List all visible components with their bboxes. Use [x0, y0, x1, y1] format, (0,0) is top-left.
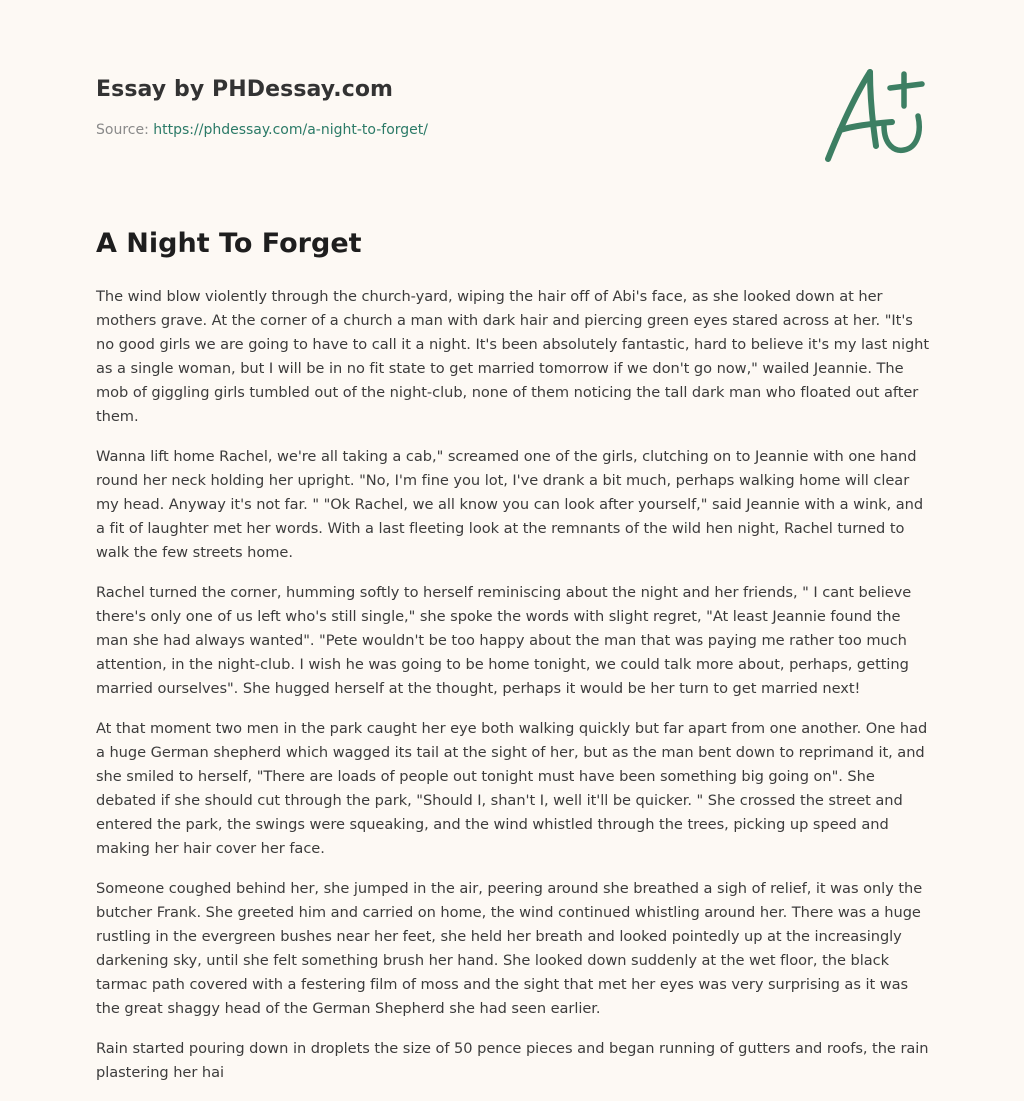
essay-title: A Night To Forget — [96, 228, 362, 259]
essay-paragraph: Someone coughed behind her, she jumped in the air, peering around she breathed a sigh of relief, it was only the butcher Frank. She greeted him and carried on home, the wind continued whistling around her. There was a huge rustling in the evergreen bushes near her feet, she held her breath and looked pointedly up at the increasingly darkening sky, until she felt something brush her hand. She looked down suddenly at the wet floor, the black tarmac path covered with a festering film of moss and the sight that met her eyes was very surprising as it was the great shaggy head of the German Shepherd she had seen earlier. — [96, 880, 923, 1017]
source-link[interactable]: https://phdessay.com/a-night-to-forget/ — [153, 122, 429, 138]
essay-paragraph: Rain started pouring down in droplets the size of 50 pence pieces and began running of gutters and roofs, the rain plastering her hai — [96, 1040, 929, 1081]
site-title: Essay by PHDessay.com — [96, 77, 394, 102]
a-plus-grade-icon — [818, 64, 932, 168]
page-header — [96, 76, 796, 140]
essay-body — [96, 285, 934, 1101]
essay-paragraph: Wanna lift home Rachel, we're all taking a cab," screamed one of the girls, clutching on to Jeannie with one hand round her neck holding her upright. "No, I'm fine you lot, I've drank a bit much, perhaps walking home will clear my head. Anyway it's not far. " "Ok Rachel, we all know you can look after yourself," said Jeannie with a wink, and a fit of laughter met her words. With a last fleeting look at the remnants of the wild hen night, Rachel turned to walk the few streets home. — [96, 448, 924, 561]
source-line — [96, 120, 796, 140]
essay-paragraph: The wind blow violently through the church-yard, wiping the hair off of Abi's face, as she looked down at her mothers grave. At the corner of a church a man with dark hair and piercing green eyes stared across at her. "It's no good girls we are going to have to call it a night. It's been absolutely fantastic, hard to believe it's my last night as a single woman, but I will be in no fit state to get married tomorrow if we don't go now," wailed Jeannie. The mob of giggling girls tumbled out of the night-club, none of them noticing the tall dark man who floated out after them. — [96, 288, 930, 425]
essay-paragraph: Rachel turned the corner, humming softly to herself reminiscing about the night and her friends, " I cant believe there's only one of us left who's still single," she spoke the words with slight regret, "At least Jeannie found the man she had always wanted". "Pete wouldn't be too happy about the man that was paying me rather too much attention, in the night-club. I wish he was going to be home tonight, we could talk more about, perhaps, getting married ourselves". She hugged herself at the thought, perhaps it would be her turn to get married next! — [96, 584, 912, 697]
essay-paragraph: At that moment two men in the park caught her eye both walking quickly but far apart from one another. One had a huge German shepherd which wagged its tail at the sight of her, but as the man bent down to reprimand it, and she smiled to herself, "There are loads of people out tonight must have been something big going on". She debated if she should cut through the park, "Should I, shan't I, well it'll be quicker. " She crossed the street and entered the park, the swings were squeaking, and the wind whistled through the trees, picking up speed and making her hair cover her face. — [96, 720, 928, 857]
source-label: Source: — [96, 122, 154, 138]
